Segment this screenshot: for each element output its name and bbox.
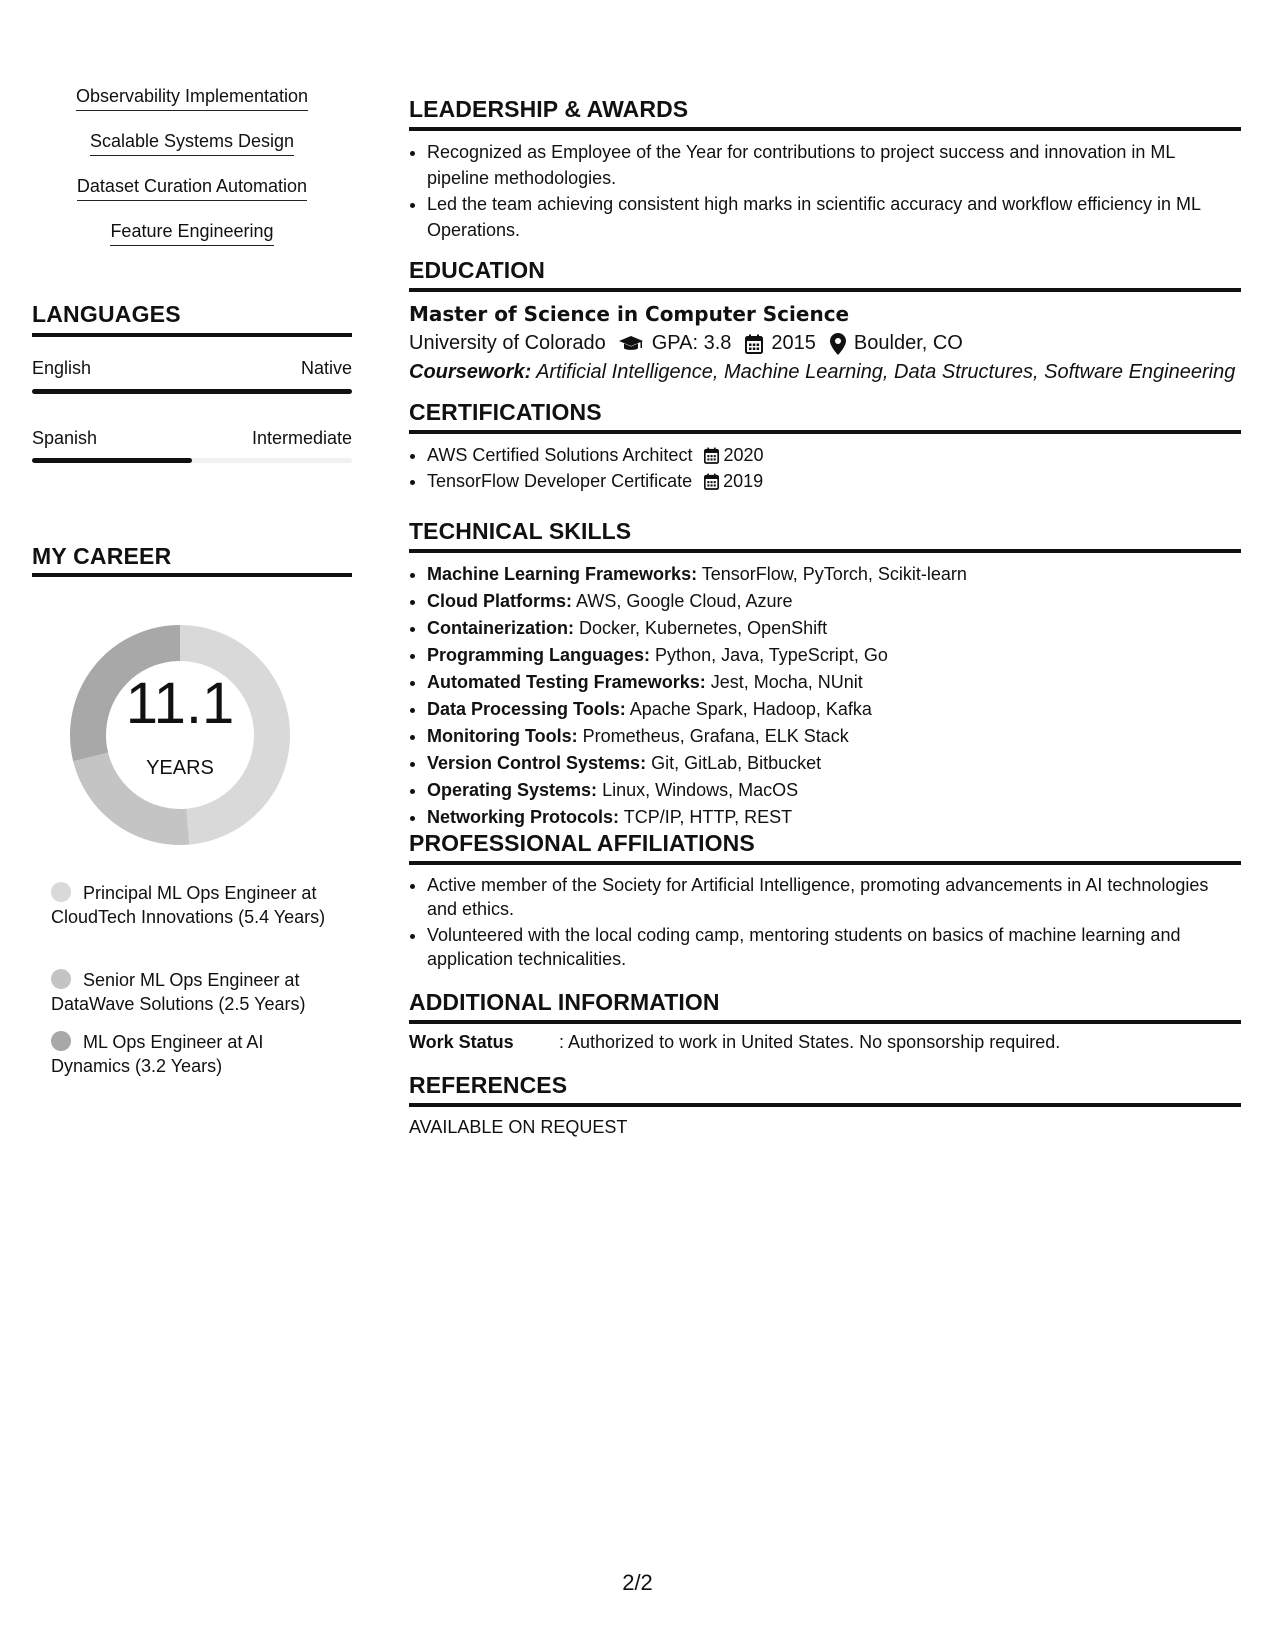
skill-link[interactable]	[32, 176, 352, 201]
skill-label: Containerization:	[427, 618, 574, 638]
certification-name: • TensorFlow Developer Certificate	[427, 471, 693, 491]
gpa: GPA: 3.8	[651, 332, 732, 354]
section-rule	[409, 549, 1241, 553]
career-legend-label: ML Ops Engineer at AI Dynamics (3.2 Years)	[51, 1032, 264, 1076]
skill-link[interactable]	[32, 86, 352, 111]
work-status-row	[409, 1032, 1241, 1053]
work-status-value: : Authorized to work in United States. No sponsorship required.	[559, 1032, 1061, 1052]
skill-label: Automated Testing Frameworks:	[427, 672, 706, 692]
skill-value: Python, Java, TypeScript, Go	[655, 645, 888, 665]
calendar-icon	[704, 447, 719, 464]
language-name: English	[32, 358, 92, 378]
section-rule	[409, 1020, 1241, 1024]
languages-heading: LANGUAGES	[32, 301, 181, 327]
career-rule	[32, 573, 352, 577]
section-rule	[409, 861, 1241, 865]
section-rule	[409, 1103, 1241, 1107]
coursework	[409, 361, 1241, 384]
education-section	[409, 257, 1241, 384]
career-total-unit: YEARS	[146, 757, 214, 779]
language-bar	[32, 389, 352, 394]
skill-label: Operating Systems:	[427, 780, 598, 800]
skill-value: Prometheus, Grafana, ELK Stack	[582, 726, 849, 746]
legend-dot	[51, 969, 71, 989]
section-title: REFERENCES	[409, 1072, 568, 1098]
section-rule	[409, 127, 1241, 131]
skill-item	[427, 669, 1241, 696]
skill-item	[427, 804, 1241, 831]
career-legend-item	[51, 881, 341, 929]
skill-value: AWS, Google Cloud, Azure	[576, 591, 793, 611]
certification-item	[427, 468, 1241, 494]
career-heading: MY CAREER	[32, 543, 172, 569]
list-item: • Recognized as Employee of the Year for contributions to project success and innovation in ML pipeline methodologies.	[427, 139, 1241, 191]
skill-value: Linux, Windows, MacOS	[602, 780, 799, 800]
certification-year: 2020	[723, 445, 764, 465]
language-level: Intermediate	[251, 428, 352, 448]
career-legend-item	[51, 1030, 341, 1078]
list-item: • Led the team achieving consistent high marks in scientific accuracy and workflow efficiency in ML Operations.	[427, 191, 1241, 243]
section-title: CERTIFICATIONS	[409, 399, 602, 425]
skill-value: Git, GitLab, Bitbucket	[651, 753, 822, 773]
section-title: EDUCATION	[409, 257, 545, 283]
work-status-label: Work Status	[409, 1032, 514, 1052]
skill-item	[427, 750, 1241, 777]
location: Boulder, CO	[853, 332, 963, 354]
career-legend-item	[51, 968, 341, 1016]
language-row	[32, 358, 352, 379]
affiliations-list	[409, 873, 1241, 971]
language-level: Native	[300, 358, 352, 378]
section-title: PROFESSIONAL AFFILIATIONS	[409, 830, 755, 856]
career-total-value: 11.1	[125, 671, 235, 736]
skill-label: Programming Languages:	[427, 645, 651, 665]
language-row	[32, 428, 352, 449]
certification-name: • AWS Certified Solutions Architect	[427, 445, 693, 465]
calendar-icon	[704, 473, 719, 490]
skill-item	[427, 723, 1241, 750]
leadership-list	[409, 139, 1241, 243]
skill-link-text[interactable]: Feature Engineering	[110, 221, 273, 246]
career-donut-chart	[67, 622, 293, 848]
certification-item	[427, 442, 1241, 468]
section-rule	[409, 430, 1241, 434]
page-number: 2/2	[622, 1570, 653, 1595]
certification-year: 2019	[723, 471, 764, 491]
list-item: • Volunteered with the local coding camp, mentoring students on basics of machine learning and application technicalities.	[427, 923, 1241, 971]
languages-rule	[32, 333, 352, 337]
skill-label: Networking Protocols:	[427, 807, 620, 827]
language-bar	[32, 458, 352, 463]
references-text: AVAILABLE ON REQUEST	[409, 1117, 628, 1137]
technical-skills-list	[409, 561, 1241, 831]
skill-value: TCP/IP, HTTP, REST	[623, 807, 793, 827]
skill-label: Version Control Systems:	[427, 753, 647, 773]
certifications-section	[409, 399, 1241, 494]
skill-label: Monitoring Tools:	[427, 726, 578, 746]
career-legend-label: Senior ML Ops Engineer at DataWave Solutions (2.5 Years)	[51, 970, 306, 1014]
skill-label: Machine Learning Frameworks:	[427, 564, 698, 584]
language-bar-fill	[32, 458, 192, 463]
section-title: TECHNICAL SKILLS	[409, 518, 632, 544]
skill-label: Cloud Platforms:	[427, 591, 573, 611]
references-section	[409, 1072, 1241, 1138]
list-item: • Active member of the Society for Artificial Intelligence, promoting advancements in AI technologies and ethics.	[427, 873, 1241, 921]
graduation-year: 2015	[771, 332, 816, 354]
legend-dot	[51, 1031, 71, 1051]
skill-item	[427, 615, 1241, 642]
calendar-icon	[745, 334, 763, 354]
skill-item	[427, 696, 1241, 723]
additional-info-section	[409, 989, 1241, 1053]
skill-link[interactable]	[32, 221, 352, 246]
language-name: Spanish	[32, 428, 98, 448]
skill-item	[427, 642, 1241, 669]
career-legend-label: Principal ML Ops Engineer at CloudTech Innovations (5.4 Years)	[51, 883, 326, 927]
certifications-list	[409, 442, 1241, 494]
section-title: LEADERSHIP & AWARDS	[409, 96, 689, 122]
skill-link[interactable]	[32, 131, 352, 156]
education-details	[409, 332, 1241, 355]
skill-value: Jest, Mocha, NUnit	[710, 672, 863, 692]
skill-link-text[interactable]: Scalable Systems Design	[90, 131, 294, 156]
skill-item	[427, 588, 1241, 615]
skill-label: Data Processing Tools:	[427, 699, 626, 719]
language-bar-fill	[32, 389, 352, 394]
coursework-label: Coursework:	[409, 361, 532, 383]
school-name: University of Colorado	[409, 332, 606, 354]
skill-link-text[interactable]: Observability Implementation	[76, 86, 308, 111]
skill-value: Docker, Kubernetes, OpenShift	[579, 618, 828, 638]
technical-skills-section	[409, 518, 1241, 831]
location-pin-icon	[830, 333, 846, 355]
degree: Master of Science in Computer Science	[409, 302, 850, 326]
leadership-section	[409, 96, 1241, 243]
skill-item	[427, 777, 1241, 804]
skill-item	[427, 561, 1241, 588]
affiliations-section	[409, 830, 1241, 971]
graduation-cap-icon	[618, 335, 644, 353]
skill-value: Apache Spark, Hadoop, Kafka	[629, 699, 872, 719]
section-rule	[409, 288, 1241, 292]
coursework-list: Artificial Intelligence, Machine Learning, Data Structures, Software Engineering	[536, 361, 1236, 383]
legend-dot	[51, 882, 71, 902]
skill-value: TensorFlow, PyTorch, Scikit-learn	[701, 564, 967, 584]
section-title: ADDITIONAL INFORMATION	[409, 989, 720, 1015]
skill-link-text[interactable]: Dataset Curation Automation	[77, 176, 307, 201]
